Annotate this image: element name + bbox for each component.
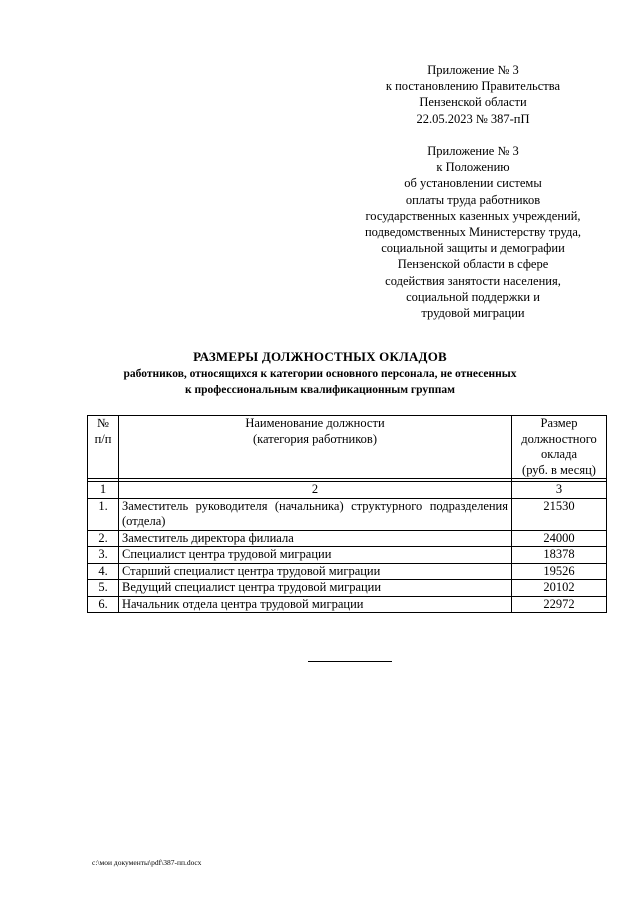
approval-block-regulation: [340, 143, 606, 321]
row-position: Ведущий специалист центра трудовой миграции: [119, 580, 512, 597]
table-row: [88, 596, 607, 613]
approval-line: социальной защиты и демографии: [381, 241, 565, 256]
row-position: Специалист центра трудовой миграции: [119, 547, 512, 564]
table-row: [88, 498, 607, 530]
table-row: [88, 530, 607, 547]
closing-line-divider: [308, 661, 392, 662]
header-salary: Размер должностного оклада (руб. в месяц): [512, 416, 607, 479]
row-number: 6.: [88, 596, 119, 613]
approval-line: Пензенской области в сфере: [397, 257, 549, 272]
table-row: [88, 547, 607, 564]
table-row: [88, 580, 607, 597]
approval-line: социальной поддержки и: [406, 289, 540, 304]
document-subtitle-line2: к профессиональным квалификационным группам: [185, 384, 455, 396]
row-salary: 24000: [512, 530, 607, 547]
header-position: Наименование должности (категория работников): [119, 416, 512, 479]
table-numbering-row: [88, 482, 607, 499]
row-number: 4.: [88, 563, 119, 580]
row-salary: 22972: [512, 596, 607, 613]
row-number: 3.: [88, 547, 119, 564]
numbering-cell: 2: [119, 482, 512, 499]
numbering-cell: 1: [88, 482, 119, 499]
approval-line: Пензенской области: [419, 95, 527, 110]
table-row: [88, 563, 607, 580]
table-header-row: [88, 416, 607, 479]
row-salary: 20102: [512, 580, 607, 597]
salary-table: [87, 415, 607, 613]
row-number: 5.: [88, 580, 119, 597]
row-position: Заместитель директора филиала: [119, 530, 512, 547]
row-position: Старший специалист центра трудовой миграции: [119, 563, 512, 580]
approval-line: государственных казенных учреждений,: [365, 208, 581, 223]
approval-line: подведомственных Министерству труда,: [364, 225, 582, 240]
approval-block-government: [340, 62, 606, 127]
row-position: Заместитель руководителя (начальника) структурного подразделения (отдела): [119, 498, 512, 530]
approval-line: Приложение № 3: [427, 63, 519, 77]
row-salary: 18378: [512, 547, 607, 564]
row-salary: 21530: [512, 498, 607, 530]
document-title: РАЗМЕРЫ ДОЛЖНОСТНЫХ ОКЛАДОВ: [193, 349, 447, 364]
header-number: № п/п: [88, 416, 119, 479]
approval-line: содействия занятости населения,: [385, 273, 561, 288]
approval-line: Приложение № 3: [427, 144, 519, 158]
row-number: 2.: [88, 530, 119, 547]
row-position: Начальник отдела центра трудовой миграции: [119, 596, 512, 613]
approval-line: 22.05.2023 № 387-пП: [416, 111, 530, 126]
row-number: 1.: [88, 498, 119, 530]
numbering-cell: 3: [512, 482, 607, 499]
approval-line: к Положению: [436, 160, 510, 175]
approval-line: об установлении системы: [404, 176, 542, 191]
file-path-footer: c:\мои документы\pdf\387-пп.docx: [92, 858, 202, 867]
approval-line: трудовой миграции: [421, 306, 525, 321]
document-subtitle-line1: работников, относящихся к категории основного персонала, не отнесенных: [123, 368, 517, 380]
row-salary: 19526: [512, 563, 607, 580]
approval-line: к постановлению Правительства: [385, 79, 561, 94]
approval-line: оплаты труда работников: [405, 192, 541, 207]
